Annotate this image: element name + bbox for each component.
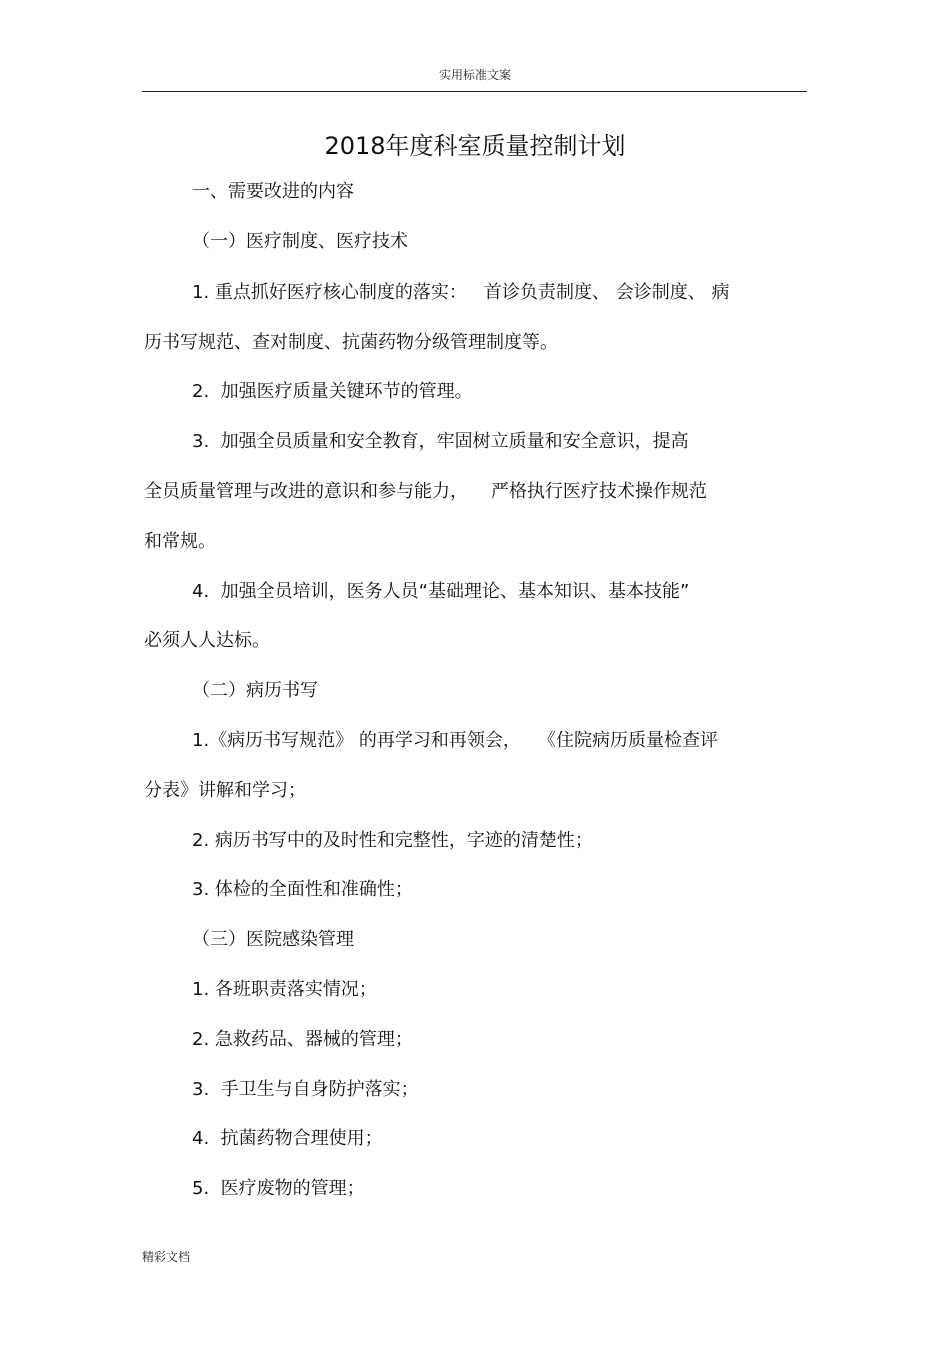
paragraph-line: 1. 各班职责落实情况； <box>192 979 377 1000</box>
paragraph-line: 历书写规范、查对制度、抗菌药物分级管理制度等。 <box>144 332 558 353</box>
paragraph-line: 5. 医疗废物的管理； <box>192 1178 365 1199</box>
paragraph-line: 2. 急救药品、器械的管理； <box>192 1029 413 1050</box>
paragraph-line: 全员质量管理与改进的意识和参与能力， 严格执行医疗技术操作规范 <box>144 481 707 502</box>
header-divider <box>142 91 807 92</box>
paragraph-line: 2. 加强医疗质量关键环节的管理。 <box>192 381 473 402</box>
subsection-heading: （一）医疗制度、医疗技术 <box>192 231 408 252</box>
paragraph-line: 分表》讲解和学习； <box>144 780 306 801</box>
paragraph-line: 和常规。 <box>144 531 216 552</box>
paragraph-line: 4. 抗菌药物合理使用； <box>192 1128 383 1149</box>
paragraph-line: 4. 加强全员培训，医务人员“基础理论、基本知识、基本技能” <box>192 581 690 602</box>
subsection-heading: （三）医院感染管理 <box>192 929 354 950</box>
page-header: 实用标准文案 <box>438 68 511 82</box>
page-footer: 精彩文档 <box>142 1250 191 1264</box>
paragraph-line: 必须人人达标。 <box>144 630 270 651</box>
paragraph-line: 3. 体检的全面性和准确性； <box>192 879 413 900</box>
paragraph-line: 1. 重点抓好医疗核心制度的落实： 首诊负责制度、 会诊制度、 病 <box>192 282 730 303</box>
section-heading: 一、需要改进的内容 <box>192 181 354 202</box>
paragraph-line: 2. 病历书写中的及时性和完整性，字迹的清楚性； <box>192 830 593 851</box>
paragraph-line: 1.《病历书写规范》 的再学习和再领会， 《住院病历质量检查评 <box>192 730 719 751</box>
subsection-heading: （二）病历书写 <box>192 680 318 701</box>
paragraph-line: 3. 加强全员质量和安全教育，牢固树立质量和安全意识，提高 <box>192 431 689 452</box>
paragraph-line: 3. 手卫生与自身防护落实； <box>192 1079 419 1100</box>
page-title: 2018年度科室质量控制计划 <box>324 132 626 160</box>
